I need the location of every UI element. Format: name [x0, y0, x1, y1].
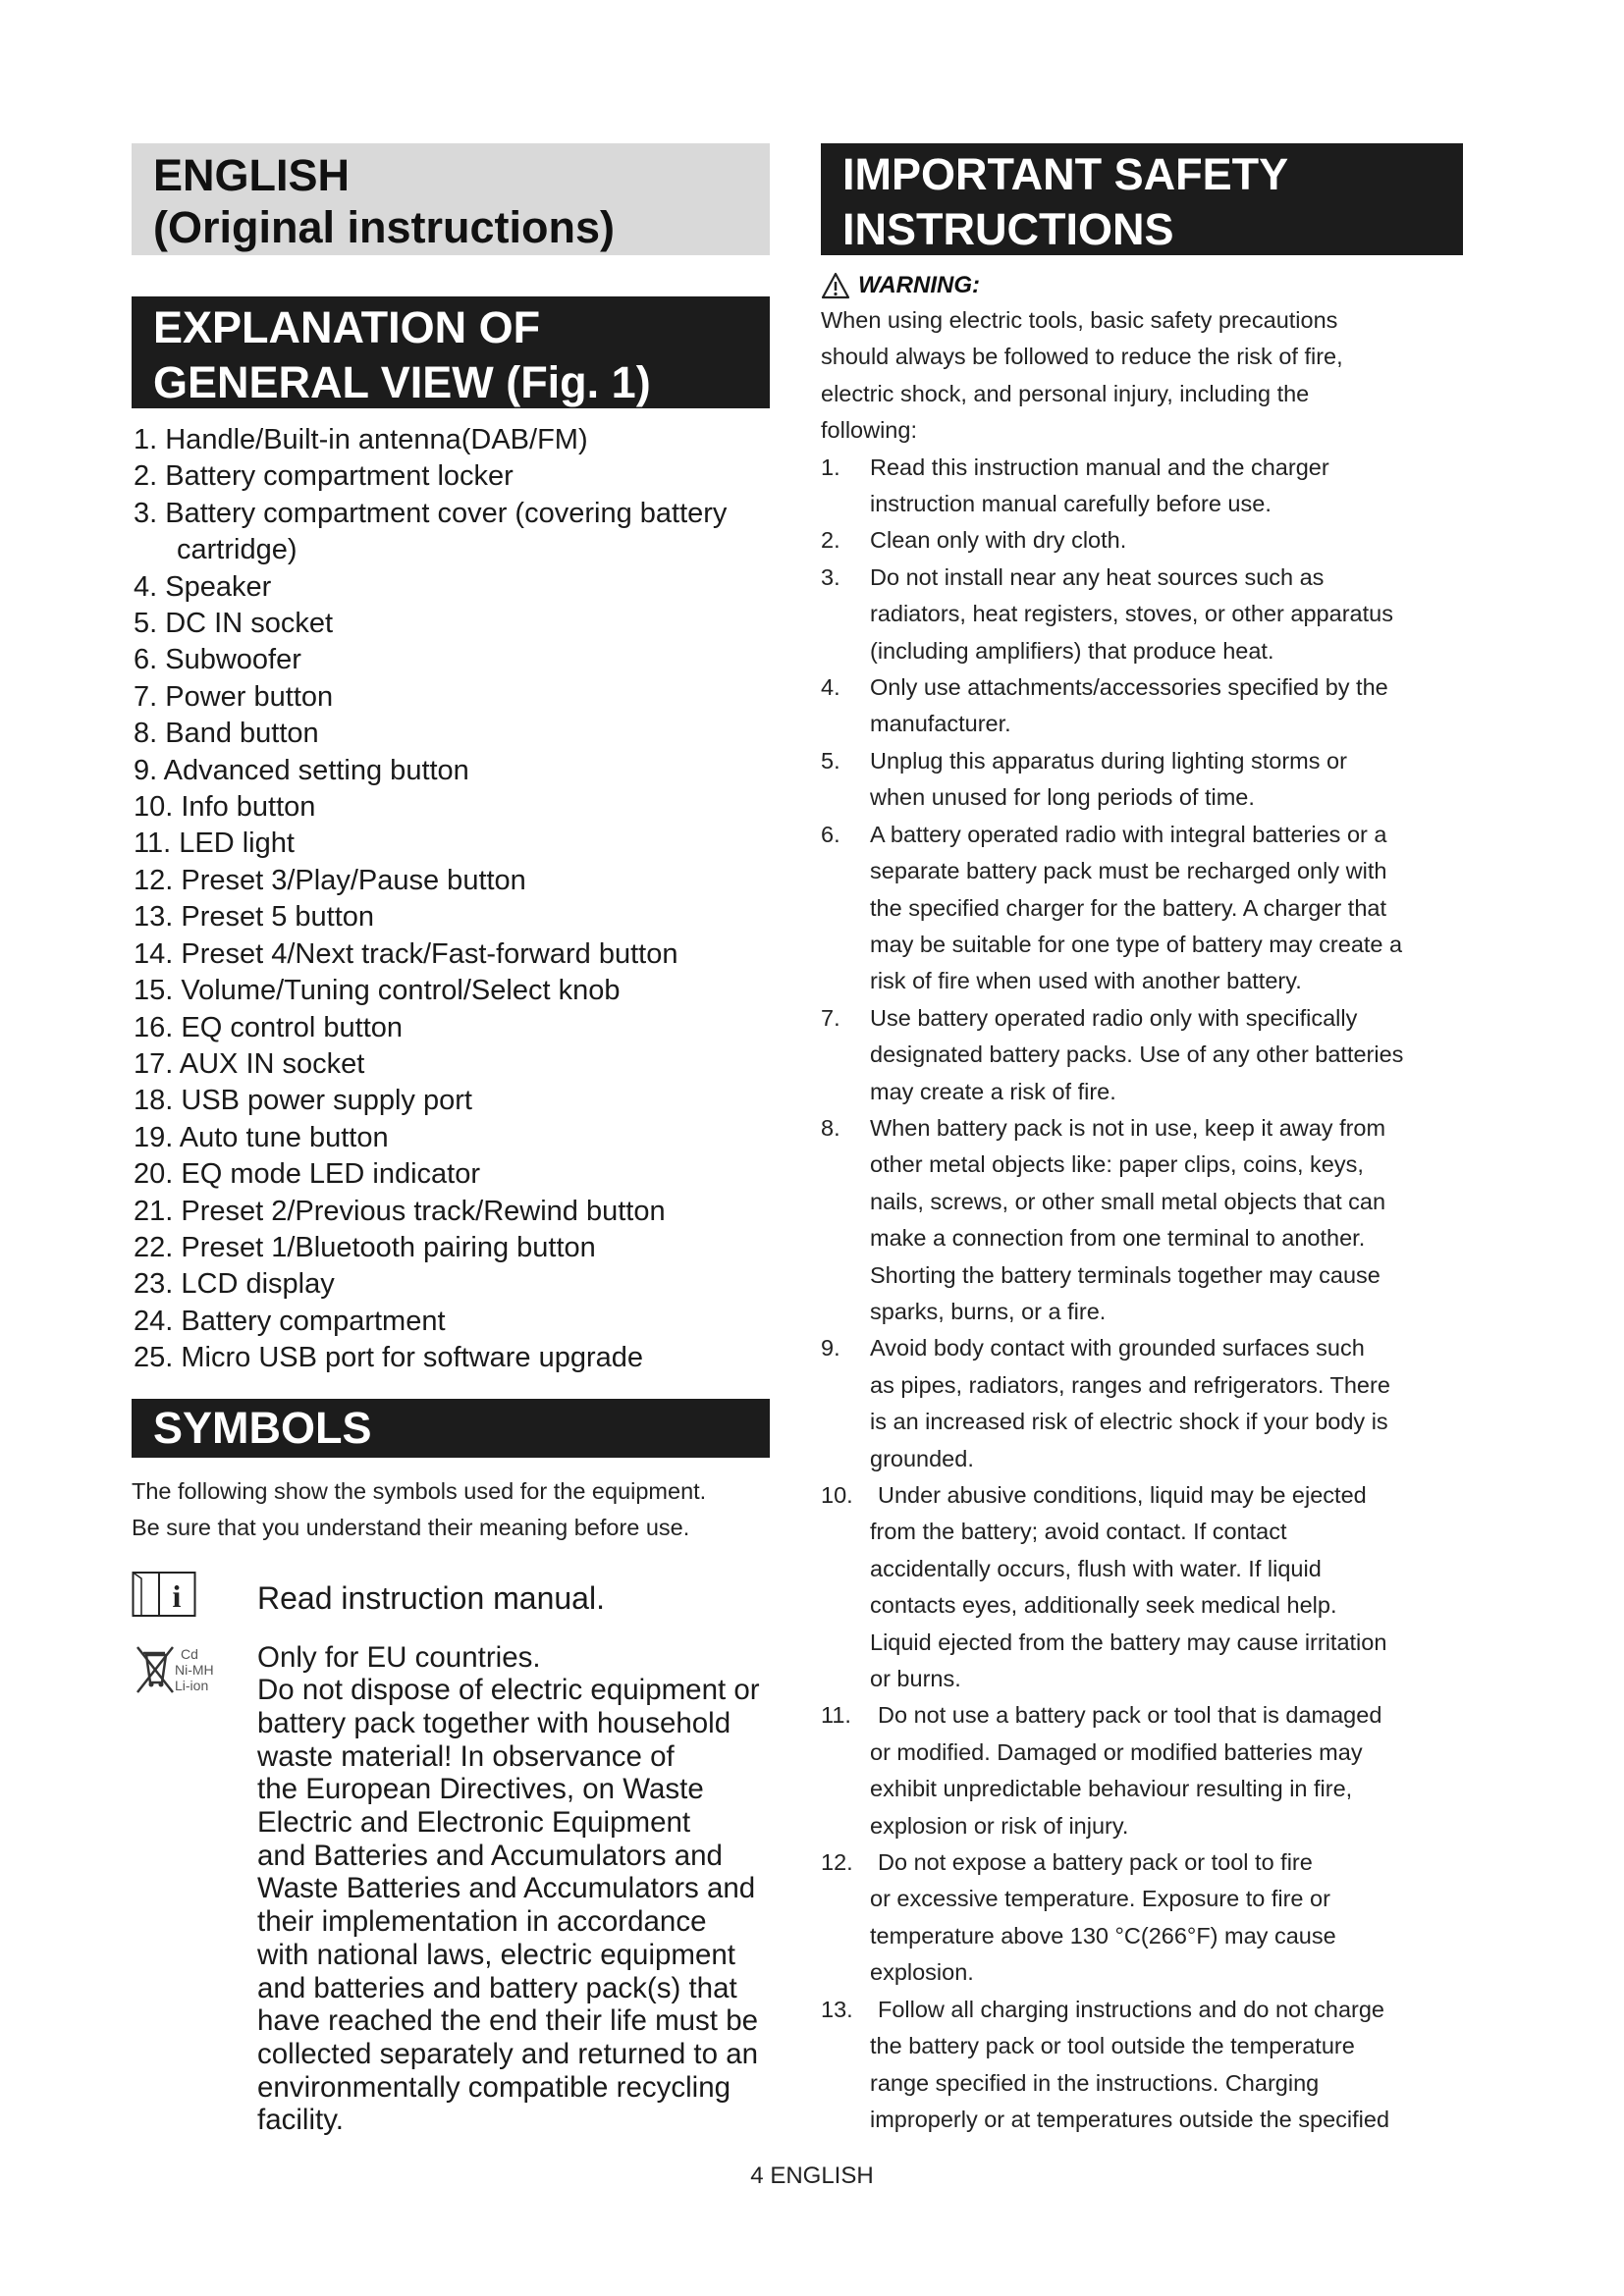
safety-item-line: nails, screws, or other small metal objects that can	[870, 1188, 1386, 1214]
safety-item-line: separate battery pack must be recharged only with	[870, 858, 1387, 884]
svg-text:i: i	[172, 1577, 182, 1614]
weee-label-nimh: Ni-MH	[175, 1661, 214, 1678]
safety-title-line2: INSTRUCTIONS	[842, 204, 1174, 254]
list-item: 6. Subwoofer	[134, 644, 301, 676]
safety-item-line: designated battery packs. Use of any other batteries	[870, 1041, 1404, 1068]
warning-intro-line: electric shock, and personal injury, including the	[821, 380, 1310, 406]
safety-item-line: make a connection from one terminal to another.	[870, 1225, 1366, 1252]
safety-item-line: risk of fire when used with another battery.	[870, 968, 1302, 994]
weee-line: have reached the end their life must be	[257, 2004, 759, 2038]
safety-title-line1: IMPORTANT SAFETY	[842, 149, 1289, 199]
safety-item-line: Use battery operated radio only with specifically	[870, 1004, 1358, 1031]
list-item: 18. USB power supply port	[134, 1085, 472, 1117]
safety-item-line: Avoid body contact with grounded surfaces such	[870, 1335, 1365, 1362]
weee-line: the European Directives, on Waste	[257, 1773, 704, 1806]
list-item: 11. LED light	[134, 828, 295, 860]
safety-item-line: from the battery; avoid contact. If contact	[870, 1519, 1287, 1545]
warning-intro-line: should always be followed to reduce the risk of fire,	[821, 344, 1343, 370]
safety-item-number: 13.	[821, 1996, 853, 2022]
list-item: 5. DC IN socket	[134, 608, 334, 640]
list-item: 14. Preset 4/Next track/Fast-forward button	[134, 937, 678, 970]
read-manual-icon	[132, 1571, 196, 1618]
safety-item-line: or modified. Damaged or modified batteries may	[870, 1738, 1363, 1765]
safety-item-line: radiators, heat registers, stoves, or other apparatus	[870, 601, 1393, 627]
weee-label-cd: Cd	[181, 1645, 198, 1662]
warning-intro	[821, 302, 1463, 450]
safety-item	[821, 1330, 1463, 1477]
list-item: 16. EQ control button	[134, 1011, 404, 1043]
safety-item-line: is an increased risk of electric shock if your body is	[870, 1409, 1388, 1435]
weee-line: waste material! In observance of	[257, 1739, 675, 1773]
weee-line: collected separately and returned to an	[257, 2038, 759, 2070]
list-item: 4. Speaker	[134, 570, 272, 603]
safety-item-number: 5.	[821, 747, 840, 774]
safety-item	[821, 1477, 1463, 1697]
language-title-line1: ENGLISH	[153, 150, 351, 200]
symbols-intro	[132, 1473, 770, 1547]
safety-item-line: or burns.	[870, 1666, 961, 1692]
safety-item-number: 8.	[821, 1114, 840, 1141]
safety-item	[821, 1110, 1463, 1330]
safety-list	[821, 450, 1463, 2139]
safety-item-line: Unplug this apparatus during lighting storms or	[870, 747, 1347, 774]
list-item: 23. LCD display	[134, 1268, 335, 1301]
weee-line: and batteries and battery pack(s) that	[257, 1971, 737, 2004]
symbols-intro-line: The following show the symbols used for the equipment.	[132, 1477, 707, 1504]
safety-item-line: Liquid ejected from the battery may cause irritation	[870, 1629, 1387, 1655]
weee-line: environmentally compatible recycling	[257, 2070, 731, 2104]
language-header	[132, 143, 770, 255]
weee-line: Waste Batteries and Accumulators and	[257, 1872, 756, 1905]
read-manual-text: Read instruction manual.	[257, 1579, 605, 1616]
safety-item-number: 7.	[821, 1004, 840, 1031]
safety-item-number: 2.	[821, 527, 840, 554]
safety-item-line: accidentally occurs, flush with water. If liquid	[870, 1555, 1322, 1581]
weee-line: battery pack together with household	[257, 1706, 731, 1739]
list-item: 20. EQ mode LED indicator	[134, 1158, 481, 1191]
safety-item	[821, 817, 1463, 1000]
safety-item-number: 3.	[821, 563, 840, 590]
list-item: 9. Advanced setting button	[134, 754, 469, 786]
safety-item-line: or excessive temperature. Exposure to fire or	[870, 1886, 1330, 1912]
list-item: 24. Battery compartment	[134, 1305, 446, 1337]
safety-item-line: grounded.	[870, 1445, 974, 1471]
safety-item-line: may create a risk of fire.	[870, 1078, 1116, 1104]
list-item: 1. Handle/Built-in antenna(DAB/FM)	[134, 424, 588, 455]
safety-item	[821, 1844, 1463, 1992]
safety-item-line: range specified in the instructions. Charging	[870, 2069, 1320, 2096]
safety-item	[821, 1000, 1463, 1110]
safety-item-number: 6.	[821, 821, 840, 847]
list-item: 15. Volume/Tuning control/Select knob	[134, 975, 621, 1007]
safety-item-number: 10.	[821, 1482, 853, 1508]
safety-header	[821, 143, 1463, 255]
safety-item	[821, 560, 1463, 669]
left-column	[132, 143, 770, 2137]
safety-item	[821, 669, 1463, 743]
general-view-title-line2: GENERAL VIEW (Fig. 1)	[153, 357, 651, 407]
safety-item-line: explosion.	[870, 1959, 974, 1986]
safety-item-line: Do not install near any heat sources such as	[870, 563, 1325, 590]
safety-item-line: When battery pack is not in use, keep it away from	[870, 1114, 1386, 1141]
weee-symbol-row	[132, 1641, 770, 2138]
safety-item-line: Shorting the battery terminals together may cause	[870, 1261, 1380, 1288]
general-view-title-line1: EXPLANATION OF	[153, 302, 541, 352]
list-item: 7. Power button	[134, 680, 334, 713]
general-view-header	[132, 296, 770, 408]
weee-line: their implementation in accordance	[257, 1905, 707, 1939]
safety-item-line: Do not expose a battery pack or tool to fire	[878, 1849, 1313, 1876]
weee-line: Only for EU countries.	[257, 1640, 541, 1674]
safety-item-line: sparks, burns, or a fire.	[870, 1298, 1107, 1324]
safety-item	[821, 743, 1463, 817]
weee-line: and Batteries and Accumulators and	[257, 1839, 723, 1872]
safety-item-line: A battery operated radio with integral batteries or a	[870, 821, 1387, 847]
safety-item-line: temperature above 130 °C(266°F) may cause	[870, 1922, 1336, 1949]
safety-item-number: 11.	[821, 1702, 851, 1729]
safety-item-line: contacts eyes, additionally seek medical help.	[870, 1592, 1337, 1619]
warning-line	[821, 271, 1463, 300]
general-view-list	[132, 422, 770, 1377]
safety-item	[821, 522, 1463, 559]
list-item: 13. Preset 5 button	[134, 901, 375, 934]
symbols-intro-line: Be sure that you understand their meaning before use.	[132, 1515, 690, 1541]
weee-line: Electric and Electronic Equipment	[257, 1806, 691, 1840]
safety-item-line: exhibit unpredictable behaviour resulting in fire,	[870, 1776, 1353, 1802]
symbols-header	[132, 1399, 770, 1458]
safety-item-number: 4.	[821, 674, 840, 701]
safety-item-line: the specified charger for the battery. A charger that	[870, 894, 1387, 921]
safety-item-line: Follow all charging instructions and do not charge	[878, 1996, 1384, 2022]
list-item: 3. Battery compartment cover (covering battery	[134, 497, 728, 529]
symbols-title: SYMBOLS	[153, 1402, 372, 1453]
safety-item-line: improperly or at temperatures outside the specified	[870, 2106, 1390, 2132]
list-item-continuation: cartridge)	[177, 534, 298, 566]
safety-item-number: 1.	[821, 454, 840, 480]
list-item: 17. AUX IN socket	[134, 1047, 365, 1080]
right-column	[821, 143, 1463, 2138]
list-item: 19. Auto tune button	[134, 1121, 389, 1153]
safety-item-line: Under abusive conditions, liquid may be ejected	[878, 1482, 1367, 1508]
safety-item-line: Only use attachments/accessories specified by the	[870, 674, 1388, 701]
list-item: 12. Preset 3/Play/Pause button	[134, 864, 526, 896]
safety-item	[821, 450, 1463, 523]
safety-item-line: as pipes, radiators, ranges and refrigerators. There	[870, 1371, 1390, 1398]
safety-item	[821, 1992, 1463, 2139]
page-footer: 4 ENGLISH	[750, 2163, 874, 2189]
list-item: 25. Micro USB port for software upgrade	[134, 1342, 644, 1374]
safety-item-number: 12.	[821, 1849, 853, 1876]
safety-item-line: Do not use a battery pack or tool that is damaged	[878, 1702, 1382, 1729]
safety-item-line: (including amplifiers) that produce heat.	[870, 637, 1274, 664]
list-item: 21. Preset 2/Previous track/Rewind button	[134, 1195, 666, 1227]
safety-item-line: explosion or risk of injury.	[870, 1812, 1129, 1839]
safety-item	[821, 1697, 1463, 1844]
safety-item-line: the battery pack or tool outside the temperature	[870, 2033, 1355, 2059]
safety-item-line: instruction manual carefully before use.	[870, 491, 1272, 517]
weee-label-liion: Li-ion	[175, 1677, 209, 1693]
read-manual-symbol-row	[132, 1569, 770, 1629]
safety-item-line: manufacturer.	[870, 711, 1011, 737]
warning-label: WARNING:	[858, 272, 980, 298]
safety-item-line: Read this instruction manual and the charger	[870, 454, 1329, 480]
weee-line: with national laws, electric equipment	[257, 1938, 735, 1971]
safety-item-line: may be suitable for one type of battery may create a	[870, 931, 1403, 957]
list-item: 10. Info button	[134, 791, 316, 824]
list-item: 22. Preset 1/Bluetooth pairing button	[134, 1231, 596, 1263]
warning-intro-line: following:	[821, 417, 917, 444]
safety-item-line: when unused for long periods of time.	[870, 784, 1255, 811]
weee-line: Do not dispose of electric equipment or	[257, 1674, 760, 1707]
warning-intro-line: When using electric tools, basic safety precautions	[821, 307, 1338, 333]
language-title-line2: (Original instructions)	[153, 202, 616, 252]
safety-item-line: other metal objects like: paper clips, coins, keys,	[870, 1151, 1364, 1178]
weee-line: facility.	[257, 2104, 344, 2137]
list-item: 8. Band button	[134, 718, 319, 750]
safety-item-number: 9.	[821, 1335, 840, 1362]
list-item: 2. Battery compartment locker	[134, 460, 514, 493]
crossed-bin-icon	[132, 1641, 230, 1720]
warning-triangle-icon	[821, 272, 850, 299]
safety-item-line: Clean only with dry cloth.	[870, 527, 1127, 554]
